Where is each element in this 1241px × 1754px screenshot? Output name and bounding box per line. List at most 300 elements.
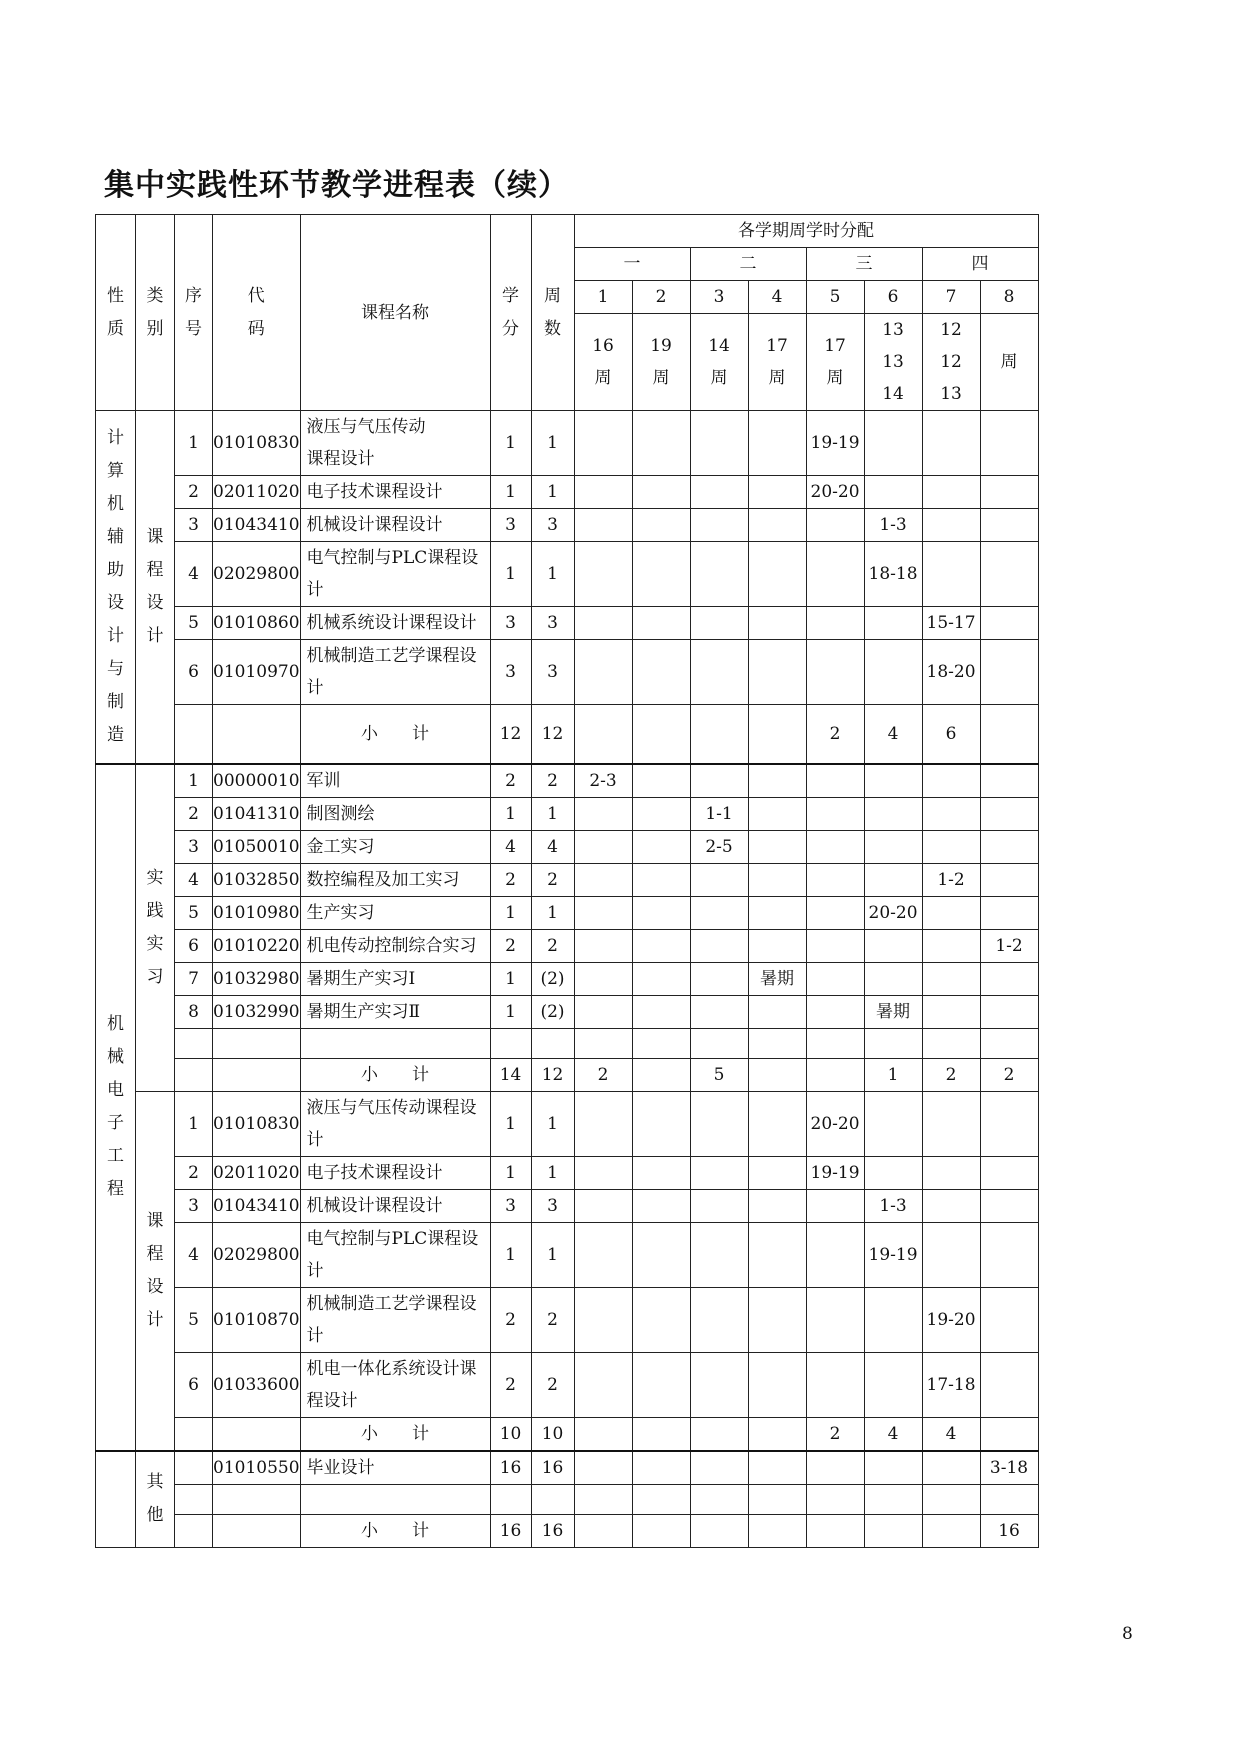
group-category: 课程设计: [136, 1091, 175, 1451]
row-semester-6: 暑期: [864, 995, 922, 1028]
table-row: [96, 411, 1039, 476]
row-semester-1: [574, 830, 632, 863]
row-semester-5: 2: [806, 1417, 864, 1451]
row-course-name: [300, 1028, 490, 1058]
row-semester-2: [632, 509, 690, 542]
row-course-name: 机械系统设计课程设计: [300, 607, 490, 640]
row-semester-2: [632, 929, 690, 962]
row-semester-1: [574, 1514, 632, 1547]
row-semester-4: [748, 1514, 806, 1547]
row-credit: 14: [490, 1058, 531, 1091]
row-weeks: 2: [531, 929, 574, 962]
row-credit: 2: [490, 1287, 531, 1352]
row-semester-5: 2: [806, 705, 864, 764]
row-semester-7: [922, 1189, 980, 1222]
row-semester-3: [690, 863, 748, 896]
table-row: [96, 1222, 1039, 1287]
row-semester-5: [806, 640, 864, 705]
row-semester-4: [748, 830, 806, 863]
row-code: 02011020: [213, 1156, 301, 1189]
header-semester-2: 2: [632, 281, 690, 314]
row-semester-1: [574, 1417, 632, 1451]
row-semester-1: [574, 542, 632, 607]
table-row: [96, 1484, 1039, 1514]
row-semester-5: [806, 863, 864, 896]
row-semester-4: [748, 764, 806, 798]
row-code: [213, 1514, 301, 1547]
subtotal-label: 小 计: [300, 1417, 490, 1451]
row-semester-7: [922, 896, 980, 929]
row-semester-5: [806, 1028, 864, 1058]
row-seq: 6: [175, 640, 213, 705]
table-row: [96, 1156, 1039, 1189]
row-course-name: 液压与气压传动 课程设计: [300, 411, 490, 476]
row-course-name: 金工实习: [300, 830, 490, 863]
row-semester-5: [806, 830, 864, 863]
row-credit: 2: [490, 863, 531, 896]
row-semester-3: [690, 896, 748, 929]
row-course-name: [300, 1484, 490, 1514]
row-semester-8: [980, 995, 1038, 1028]
row-seq: 4: [175, 1222, 213, 1287]
row-semester-7: [922, 797, 980, 830]
row-code: 01010870: [213, 1287, 301, 1352]
row-credit: 16: [490, 1514, 531, 1547]
row-semester-8: [980, 1287, 1038, 1352]
row-credit: 1: [490, 896, 531, 929]
row-semester-8: 16: [980, 1514, 1038, 1547]
row-semester-3: [690, 607, 748, 640]
row-semester-1: [574, 476, 632, 509]
row-seq: 5: [175, 607, 213, 640]
row-semester-4: [748, 607, 806, 640]
header-semester-weeks-7: 12 12 13: [922, 314, 980, 411]
row-semester-8: [980, 476, 1038, 509]
row-semester-6: [864, 1514, 922, 1547]
row-semester-3: [690, 1451, 748, 1485]
row-semester-6: [864, 1091, 922, 1156]
table-row: [96, 1058, 1039, 1091]
table-row: [96, 1091, 1039, 1156]
row-semester-3: [690, 1222, 748, 1287]
table-row: [96, 995, 1039, 1028]
page-number: 8: [1122, 1624, 1133, 1644]
header-weeks: 周数: [531, 215, 574, 411]
row-semester-4: [748, 542, 806, 607]
row-course-name: 毕业设计: [300, 1451, 490, 1485]
row-credit: 1: [490, 995, 531, 1028]
row-semester-6: [864, 929, 922, 962]
row-semester-6: 4: [864, 705, 922, 764]
row-semester-7: [922, 1451, 980, 1485]
row-course-name: 机电一体化系统设计课程设计: [300, 1352, 490, 1417]
row-weeks: 4: [531, 830, 574, 863]
row-seq: 1: [175, 764, 213, 798]
row-weeks: 2: [531, 1352, 574, 1417]
row-semester-8: [980, 764, 1038, 798]
row-semester-5: [806, 607, 864, 640]
row-semester-1: [574, 1287, 632, 1352]
row-semester-2: [632, 1189, 690, 1222]
row-seq: 7: [175, 962, 213, 995]
row-semester-1: [574, 896, 632, 929]
row-credit: 1: [490, 1222, 531, 1287]
row-semester-4: [748, 896, 806, 929]
row-seq: 3: [175, 1189, 213, 1222]
header-semester-7: 7: [922, 281, 980, 314]
row-seq: 3: [175, 830, 213, 863]
row-semester-6: [864, 640, 922, 705]
row-semester-3: [690, 1514, 748, 1547]
row-weeks: 12: [531, 705, 574, 764]
row-semester-4: [748, 1222, 806, 1287]
row-seq: 5: [175, 896, 213, 929]
row-semester-1: [574, 411, 632, 476]
row-semester-4: [748, 1484, 806, 1514]
row-code: 01050010: [213, 830, 301, 863]
header-credit: 学分: [490, 215, 531, 411]
row-semester-4: [748, 1287, 806, 1352]
row-semester-5: 19-19: [806, 411, 864, 476]
row-semester-6: [864, 830, 922, 863]
table-row: [96, 607, 1039, 640]
row-code: 01033600: [213, 1352, 301, 1417]
header-category: 类别: [136, 215, 175, 411]
row-credit: 1: [490, 542, 531, 607]
row-code: [213, 1417, 301, 1451]
row-seq: [175, 1484, 213, 1514]
table-row: [96, 1352, 1039, 1417]
row-seq: [175, 1417, 213, 1451]
row-semester-7: [922, 509, 980, 542]
row-semester-7: 4: [922, 1417, 980, 1451]
row-semester-5: [806, 896, 864, 929]
subtotal-label: 小 计: [300, 1514, 490, 1547]
row-semester-7: [922, 830, 980, 863]
row-semester-7: [922, 1484, 980, 1514]
row-code: 01010830: [213, 1091, 301, 1156]
row-seq: 8: [175, 995, 213, 1028]
table-row: [96, 1287, 1039, 1352]
row-course-name: 机电传动控制综合实习: [300, 929, 490, 962]
section-nature: 机械电子工程: [96, 764, 136, 1451]
row-semester-6: 19-19: [864, 1222, 922, 1287]
row-semester-8: [980, 705, 1038, 764]
row-semester-3: [690, 411, 748, 476]
row-course-name: 电气控制与PLC课程设计: [300, 1222, 490, 1287]
row-semester-2: [632, 863, 690, 896]
row-semester-2: [632, 1222, 690, 1287]
row-semester-6: 20-20: [864, 896, 922, 929]
row-semester-6: 1-3: [864, 509, 922, 542]
row-semester-2: [632, 1484, 690, 1514]
row-code: [213, 705, 301, 764]
row-semester-4: [748, 929, 806, 962]
table-row: [96, 962, 1039, 995]
row-semester-1: [574, 1189, 632, 1222]
row-code: 01010860: [213, 607, 301, 640]
table-row: [96, 509, 1039, 542]
row-semester-3: [690, 1484, 748, 1514]
row-credit: 16: [490, 1451, 531, 1485]
row-semester-8: [980, 1417, 1038, 1451]
row-credit: [490, 1028, 531, 1058]
row-semester-8: 1-2: [980, 929, 1038, 962]
row-weeks: [531, 1028, 574, 1058]
row-seq: [175, 1514, 213, 1547]
row-course-name: 电子技术课程设计: [300, 476, 490, 509]
header-year-4: 四: [922, 248, 1038, 281]
row-semester-3: [690, 1189, 748, 1222]
row-semester-6: [864, 764, 922, 798]
row-semester-1: [574, 1156, 632, 1189]
row-semester-6: [864, 1028, 922, 1058]
row-code: 01043410: [213, 509, 301, 542]
row-weeks: 1: [531, 1091, 574, 1156]
row-seq: 2: [175, 1156, 213, 1189]
row-semester-8: 2: [980, 1058, 1038, 1091]
row-code: 01010980: [213, 896, 301, 929]
row-semester-8: [980, 1028, 1038, 1058]
row-semester-3: 1-1: [690, 797, 748, 830]
row-semester-1: [574, 929, 632, 962]
row-semester-5: [806, 797, 864, 830]
row-semester-4: [748, 1028, 806, 1058]
row-weeks: 1: [531, 1156, 574, 1189]
row-semester-6: [864, 476, 922, 509]
row-semester-6: [864, 1156, 922, 1189]
row-semester-2: [632, 705, 690, 764]
row-weeks: 3: [531, 1189, 574, 1222]
row-semester-1: [574, 1222, 632, 1287]
row-semester-5: [806, 1058, 864, 1091]
row-semester-7: 1-2: [922, 863, 980, 896]
row-semester-3: [690, 929, 748, 962]
row-weeks: [531, 1484, 574, 1514]
row-course-name: 制图测绘: [300, 797, 490, 830]
header-distribution: 各学期周学时分配: [574, 215, 1038, 248]
row-seq: 6: [175, 929, 213, 962]
header-nature: 性质: [96, 215, 136, 411]
row-semester-2: [632, 476, 690, 509]
table-row: [96, 1028, 1039, 1058]
row-semester-7: [922, 962, 980, 995]
row-semester-5: [806, 1352, 864, 1417]
row-semester-1: 2-3: [574, 764, 632, 798]
row-semester-4: [748, 476, 806, 509]
row-weeks: (2): [531, 995, 574, 1028]
row-semester-8: [980, 896, 1038, 929]
row-semester-8: [980, 1189, 1038, 1222]
row-semester-2: [632, 1451, 690, 1485]
row-semester-4: [748, 509, 806, 542]
header-seq: 序号: [175, 215, 213, 411]
row-code: 01032980: [213, 962, 301, 995]
row-semester-3: [690, 1287, 748, 1352]
row-semester-1: [574, 1451, 632, 1485]
row-semester-7: 2: [922, 1058, 980, 1091]
header-semester-weeks-1: 16 周: [574, 314, 632, 411]
row-semester-1: [574, 1091, 632, 1156]
row-credit: 3: [490, 640, 531, 705]
section-nature: [96, 1451, 136, 1548]
schedule-table: [95, 214, 1039, 1548]
row-code: 01010220: [213, 929, 301, 962]
row-semester-7: [922, 764, 980, 798]
row-semester-6: [864, 1484, 922, 1514]
row-semester-6: 4: [864, 1417, 922, 1451]
row-code: 01032850: [213, 863, 301, 896]
row-course-name: 军训: [300, 764, 490, 798]
row-weeks: 10: [531, 1417, 574, 1451]
row-credit: 1: [490, 411, 531, 476]
row-semester-6: [864, 962, 922, 995]
row-weeks: 3: [531, 607, 574, 640]
row-course-name: 机械制造工艺学课程设计: [300, 1287, 490, 1352]
row-semester-2: [632, 1091, 690, 1156]
row-seq: [175, 1451, 213, 1485]
row-code: 01041310: [213, 797, 301, 830]
row-credit: 2: [490, 764, 531, 798]
row-seq: 3: [175, 509, 213, 542]
row-semester-2: [632, 764, 690, 798]
row-semester-8: [980, 962, 1038, 995]
row-semester-5: [806, 995, 864, 1028]
row-semester-1: [574, 509, 632, 542]
group-category: 实践实习: [136, 764, 175, 1092]
row-semester-4: [748, 1352, 806, 1417]
header-semester-5: 5: [806, 281, 864, 314]
header-semester-1: 1: [574, 281, 632, 314]
row-seq: 4: [175, 542, 213, 607]
row-semester-3: [690, 995, 748, 1028]
row-semester-1: [574, 1028, 632, 1058]
row-weeks: 1: [531, 411, 574, 476]
section-nature: 计算机辅助设计与制造: [96, 411, 136, 764]
row-semester-3: [690, 1417, 748, 1451]
row-course-name: 暑期生产实习Ⅰ: [300, 962, 490, 995]
row-semester-1: [574, 962, 632, 995]
row-semester-2: [632, 830, 690, 863]
table-row: [96, 1189, 1039, 1222]
row-semester-5: [806, 1484, 864, 1514]
header-semester-weeks-8: 周: [980, 314, 1038, 411]
row-semester-8: [980, 830, 1038, 863]
row-semester-6: [864, 797, 922, 830]
row-course-name: 电气控制与PLC课程设计: [300, 542, 490, 607]
row-semester-2: [632, 411, 690, 476]
row-semester-7: [922, 995, 980, 1028]
row-credit: 1: [490, 476, 531, 509]
row-code: [213, 1028, 301, 1058]
row-semester-3: [690, 1028, 748, 1058]
row-semester-6: [864, 607, 922, 640]
row-semester-7: [922, 1091, 980, 1156]
row-semester-8: [980, 607, 1038, 640]
row-weeks: 1: [531, 1222, 574, 1287]
row-semester-2: [632, 1156, 690, 1189]
row-credit: 4: [490, 830, 531, 863]
row-code: 02029800: [213, 542, 301, 607]
row-credit: [490, 1484, 531, 1514]
row-weeks: 16: [531, 1451, 574, 1485]
row-semester-6: [864, 1287, 922, 1352]
row-course-name: 机械设计课程设计: [300, 509, 490, 542]
row-semester-5: 19-19: [806, 1156, 864, 1189]
row-semester-1: [574, 1352, 632, 1417]
page-title: 集中实践性环节教学进程表（续）: [104, 168, 569, 203]
header-year-1: 一: [574, 248, 690, 281]
header-semester-weeks-4: 17 周: [748, 314, 806, 411]
row-credit: 1: [490, 1091, 531, 1156]
row-semester-4: [748, 1451, 806, 1485]
header-semester-6: 6: [864, 281, 922, 314]
row-semester-8: [980, 797, 1038, 830]
header-semester-4: 4: [748, 281, 806, 314]
header-semester-weeks-2: 19 周: [632, 314, 690, 411]
row-weeks: 2: [531, 764, 574, 798]
row-semester-8: [980, 542, 1038, 607]
row-code: 01010970: [213, 640, 301, 705]
row-semester-2: [632, 797, 690, 830]
row-seq: 2: [175, 797, 213, 830]
row-seq: 6: [175, 1352, 213, 1417]
row-semester-1: [574, 607, 632, 640]
row-semester-3: [690, 764, 748, 798]
row-semester-3: [690, 476, 748, 509]
row-code: 01032990: [213, 995, 301, 1028]
row-semester-7: [922, 929, 980, 962]
row-credit: 2: [490, 929, 531, 962]
row-semester-2: [632, 995, 690, 1028]
row-seq: [175, 1028, 213, 1058]
row-semester-3: [690, 1091, 748, 1156]
row-semester-5: [806, 542, 864, 607]
table-row: [96, 640, 1039, 705]
header-semester-weeks-5: 17 周: [806, 314, 864, 411]
row-weeks: 2: [531, 863, 574, 896]
row-course-name: 机械制造工艺学课程设计: [300, 640, 490, 705]
row-semester-8: [980, 1352, 1038, 1417]
row-credit: 1: [490, 797, 531, 830]
row-course-name: 液压与气压传动课程设计: [300, 1091, 490, 1156]
row-semester-2: [632, 962, 690, 995]
row-semester-8: [980, 1091, 1038, 1156]
row-semester-5: [806, 1514, 864, 1547]
group-category: 其他: [136, 1451, 175, 1548]
row-code: 02029800: [213, 1222, 301, 1287]
row-weeks: 1: [531, 896, 574, 929]
row-semester-3: [690, 705, 748, 764]
row-seq: [175, 705, 213, 764]
row-semester-7: 19-20: [922, 1287, 980, 1352]
row-semester-3: [690, 542, 748, 607]
row-semester-4: [748, 797, 806, 830]
table-row: [96, 542, 1039, 607]
header-year-3: 三: [806, 248, 922, 281]
row-semester-2: [632, 1514, 690, 1547]
row-semester-6: 1-3: [864, 1189, 922, 1222]
row-semester-2: [632, 1287, 690, 1352]
row-semester-5: [806, 509, 864, 542]
row-weeks: (2): [531, 962, 574, 995]
table-row: [96, 1514, 1039, 1547]
row-semester-6: 18-18: [864, 542, 922, 607]
row-course-name: 电子技术课程设计: [300, 1156, 490, 1189]
header-semester-weeks-6: 13 13 14: [864, 314, 922, 411]
row-semester-1: [574, 995, 632, 1028]
row-semester-1: [574, 797, 632, 830]
